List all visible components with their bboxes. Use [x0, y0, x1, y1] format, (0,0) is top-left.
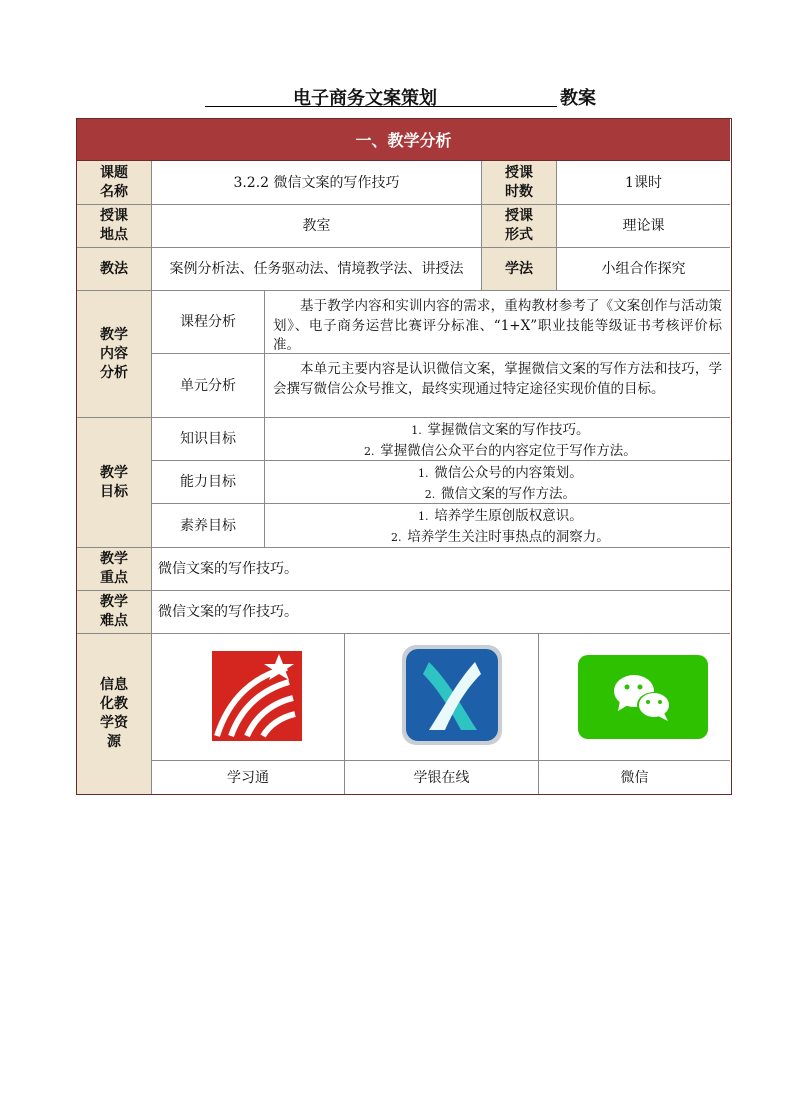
study-label-cell	[482, 248, 557, 291]
study-cell	[557, 248, 730, 291]
unit-analysis-label-cell	[152, 354, 265, 418]
analysis-label: 教学内容分析	[100, 326, 128, 381]
resource-name-cell-1	[152, 761, 345, 794]
list-item	[273, 527, 722, 548]
place-value: 教室	[302, 218, 331, 234]
study-value: 小组合作探究	[601, 261, 686, 277]
unit-analysis-label: 单元分析	[180, 377, 236, 394]
ability-goal-label: 能力目标	[180, 474, 236, 490]
list-text: 培养学生原创版权意识。	[434, 508, 583, 524]
resources-label-cell	[77, 634, 152, 794]
study-label: 学法	[505, 260, 533, 277]
focus-value: 微信文案的写作技巧。	[158, 561, 298, 577]
lesson-plan-table	[76, 118, 732, 795]
place-label: 授课地点	[100, 208, 128, 243]
place-label-cell	[77, 205, 152, 248]
form-label-cell	[482, 205, 557, 248]
ability-goal-list	[265, 461, 730, 504]
method-value: 案例分析法、任务驱动法、情境教学法、讲授法	[169, 261, 464, 277]
difficulty-value: 微信文案的写作技巧。	[158, 604, 298, 620]
resource-name-wechat: 微信	[620, 769, 649, 786]
list-number: 1.	[411, 424, 422, 437]
xuexitong-logo-icon	[209, 648, 305, 744]
knowledge-goal-list	[265, 418, 730, 461]
resource-name-cell-2	[345, 761, 539, 794]
difficulty-cell	[152, 591, 730, 634]
analysis-label-cell	[77, 291, 152, 418]
resource-name-cell-3	[539, 761, 730, 794]
focus-cell	[152, 548, 730, 591]
resource-name-xuexitong: 学习通	[227, 769, 269, 786]
xueyin-logo-icon	[401, 644, 503, 746]
section-heading: 一、教学分析	[77, 119, 730, 161]
goals-label-cell	[77, 418, 152, 548]
list-item	[273, 506, 722, 527]
list-item	[273, 463, 722, 484]
form-cell	[557, 205, 730, 248]
form-label: 授课形式	[505, 208, 533, 243]
list-number: 2.	[364, 445, 375, 458]
resource-name-xueyin: 学银在线	[413, 769, 470, 786]
hours-label: 授课时数	[505, 164, 533, 200]
quality-goal-list	[265, 504, 730, 548]
list-text: 微信文案的写作方法。	[441, 486, 576, 502]
ability-goal-label-cell	[152, 461, 265, 504]
topic-value: 3.2.2 微信文案的写作技巧	[233, 174, 400, 191]
focus-label: 教学重点	[100, 551, 128, 586]
method-label-cell	[77, 248, 152, 291]
resource-logo-cell-3	[539, 634, 730, 761]
list-item	[273, 441, 722, 462]
list-item	[273, 420, 722, 441]
knowledge-goal-label-cell	[152, 418, 265, 461]
list-number: 1.	[418, 467, 429, 480]
knowledge-goal-label: 知识目标	[180, 431, 236, 447]
hours-value: 1课时	[625, 174, 662, 191]
hours-cell	[557, 161, 730, 205]
document-title	[205, 84, 605, 110]
resource-logo-cell-2	[345, 634, 539, 761]
course-analysis-label-cell	[152, 291, 265, 354]
hours-label-cell	[482, 161, 557, 205]
form-value: 理论课	[622, 218, 665, 234]
resource-logo-cell-1	[152, 634, 345, 761]
goals-label: 教学目标	[100, 464, 128, 500]
resources-label: 信息化教学资源	[100, 677, 128, 750]
difficulty-label-cell	[77, 591, 152, 634]
list-text: 微信公众号的内容策划。	[434, 465, 583, 481]
list-number: 2.	[424, 488, 436, 501]
wechat-logo-icon	[578, 655, 708, 739]
unit-analysis-text: 本单元主要内容是认识微信文案，掌握微信文案的写作方法和技巧，学会撰写微信公众号推文，最终实现通过特定途径实现价值的目标。	[265, 354, 730, 418]
topic-cell	[152, 161, 482, 205]
place-cell	[152, 205, 482, 248]
quality-goal-label-cell	[152, 504, 265, 548]
topic-label: 课题名称	[100, 164, 128, 200]
list-number: 1.	[418, 510, 429, 523]
method-label: 教法	[100, 260, 128, 277]
list-text: 培养学生关注时事热点的洞察力。	[407, 529, 610, 545]
list-text: 掌握微信公众平台的内容定位于写作方法。	[380, 443, 637, 459]
difficulty-label: 教学难点	[100, 594, 128, 629]
method-cell	[152, 248, 482, 291]
quality-goal-label: 素养目标	[180, 517, 236, 534]
list-number: 2.	[391, 531, 402, 544]
course-analysis-label: 课程分析	[180, 314, 236, 330]
title-suffix: 教案	[560, 88, 596, 109]
list-text: 掌握微信文案的写作技巧。	[427, 422, 590, 438]
list-item	[273, 484, 722, 505]
topic-label-cell	[77, 161, 152, 205]
course-name: 电子商务文案策划	[293, 88, 437, 109]
course-analysis-text: 基于教学内容和实训内容的需求，重构教材参考了《文案创作与活动策划》、电子商务运营比赛评分标准、“1+X”职业技能等级证书考核评价标准。	[265, 291, 730, 354]
focus-label-cell	[77, 548, 152, 591]
